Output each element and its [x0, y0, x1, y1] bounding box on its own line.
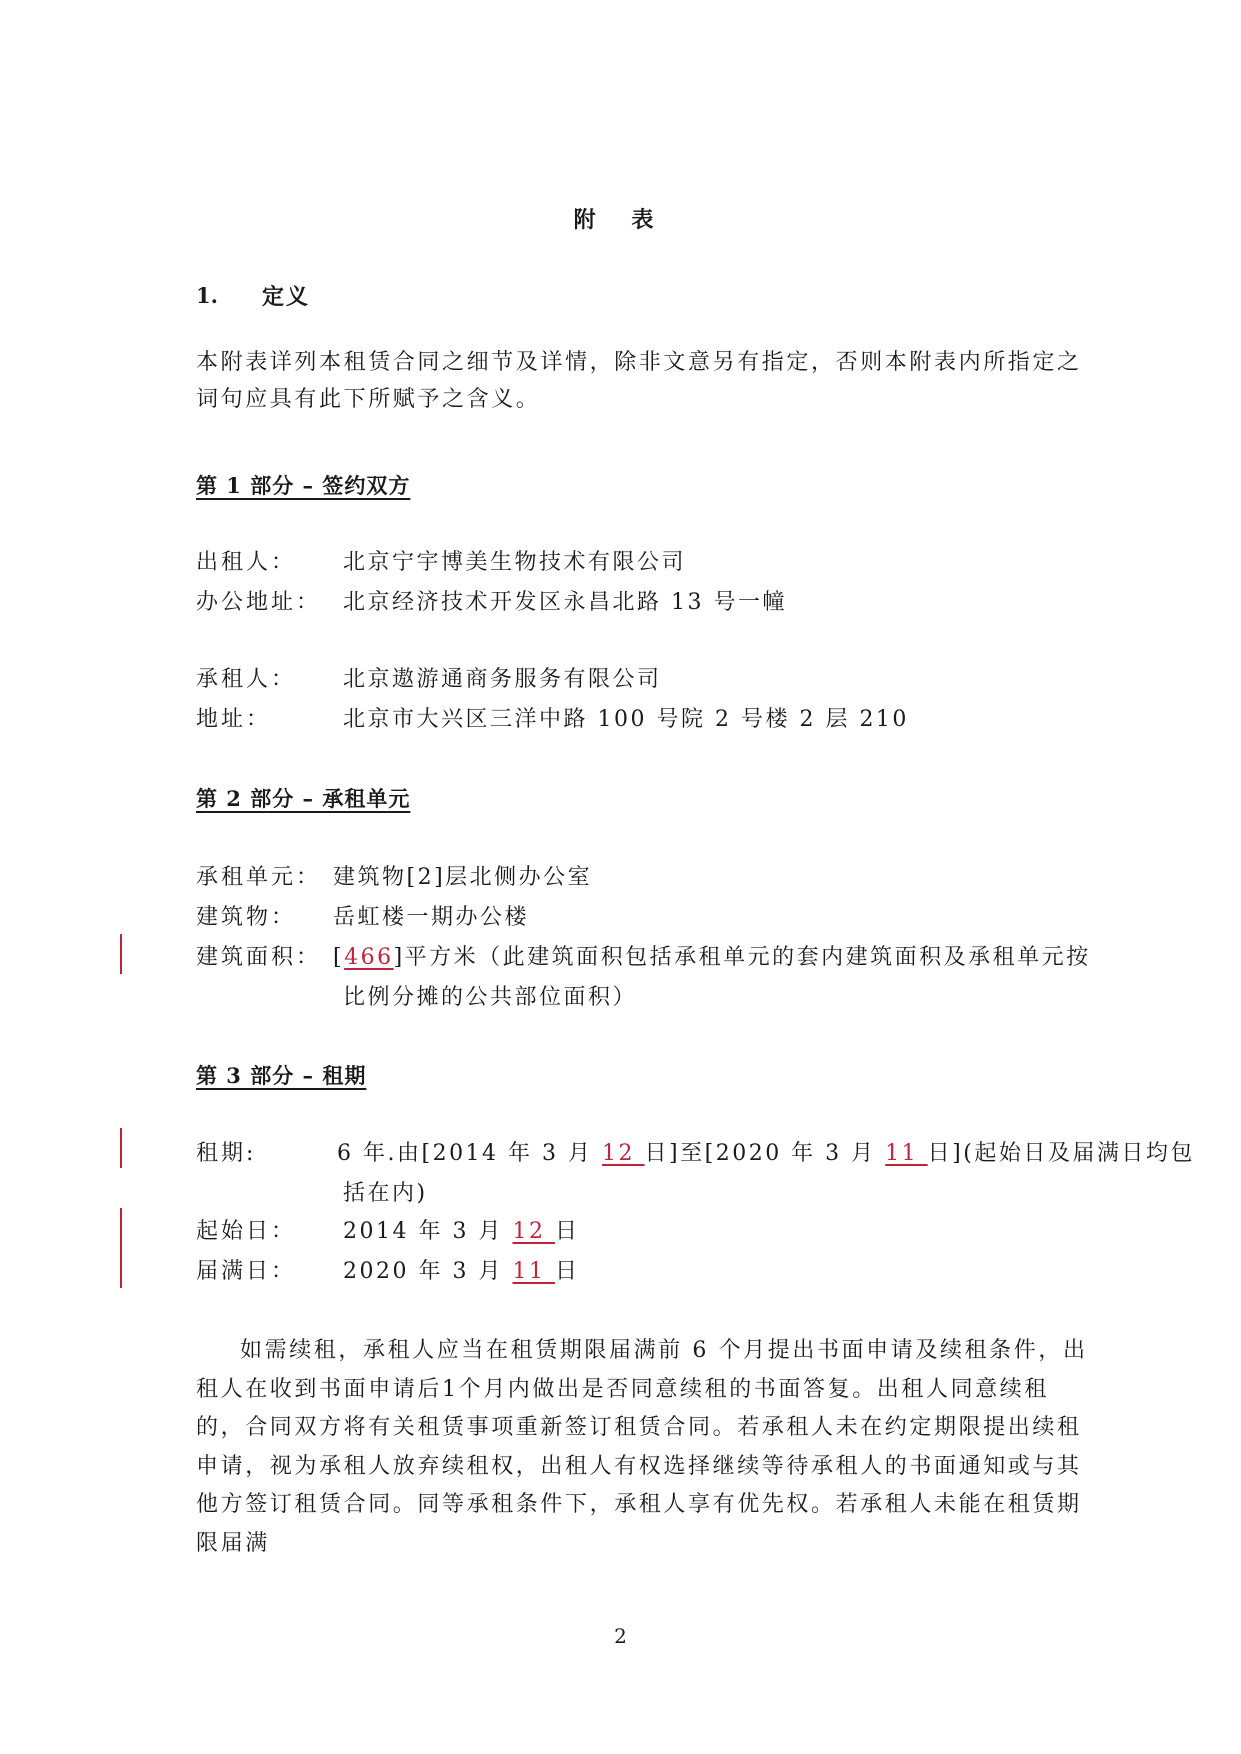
renewal-paragraph: 如需续租，承租人应当在租赁期限届满前 6 个月提出书面申请及续租条件，出租人在收到书面申请后1个月内做出是否同意续租的书面答复。出租人同意续租的，合同双方将有关租赁事项重新签订租赁合同。若承租人未在约定期限提出续租申请，视为承租人放弃续租权，出租人有权选择继续等待承租人的书面通知或与其他方签订租赁合同。同等承租条件下，承租人享有优先权。若承租人未能在租赁期限届满 — [196, 1338, 1088, 1556]
term-label: 租期: — [196, 1141, 257, 1166]
building-label: 建筑物： — [196, 905, 297, 930]
area-number: 466 — [344, 945, 394, 970]
landlord-label: 出租人： — [196, 550, 297, 575]
section-title: 定义 — [262, 284, 311, 310]
start-label: 起始日： — [196, 1219, 297, 1244]
end-text-a: 2020 年 3 月 — [343, 1259, 513, 1284]
end-day: 11 — [512, 1259, 555, 1284]
term-start-day: 12 — [602, 1141, 645, 1166]
end-text-b: 日 — [554, 1259, 580, 1284]
office-value: 北京经济技术开发区永昌北路 13 号一幢 — [343, 590, 787, 615]
tenant-label: 承租人： — [196, 667, 297, 692]
term-text-a: 6 年.由[2014 年 3 月 — [337, 1141, 603, 1166]
part1-title: 第 1 部分 – 签约双方 — [196, 473, 411, 498]
page-heading: 附 表 — [573, 207, 668, 233]
start-day: 12 — [512, 1219, 555, 1244]
end-value — [343, 1254, 579, 1285]
part2-title: 第 2 部分 – 承租单元 — [196, 786, 411, 811]
building-value: 岳虹楼一期办公楼 — [333, 905, 530, 930]
revision-bar — [120, 1128, 122, 1168]
term-value — [337, 1136, 1195, 1167]
term-text-b: 日]至[2020 年 3 月 — [644, 1141, 886, 1166]
term-value-line2: 括在内) — [343, 1181, 428, 1206]
tenant-value: 北京遨游通商务服务有限公司 — [343, 667, 662, 692]
start-text-b: 日 — [554, 1219, 580, 1244]
revision-bar — [120, 934, 122, 974]
area-bracket: [ — [333, 945, 345, 970]
page-number: 2 — [614, 1624, 627, 1648]
term-end-day: 11 — [885, 1141, 928, 1166]
end-label: 届满日： — [196, 1259, 297, 1284]
term-text-c: 日](起始日及届满日均包 — [927, 1141, 1195, 1166]
landlord-value: 北京宁宇博美生物技术有限公司 — [343, 550, 687, 575]
revision-bar — [120, 1208, 122, 1288]
start-value — [343, 1214, 579, 1245]
unit-label: 承租单元： — [196, 865, 322, 890]
area-value-line2: 比例分摊的公共部位面积） — [343, 985, 638, 1010]
address-value: 北京市大兴区三洋中路 100 号院 2 号楼 2 层 210 — [343, 707, 909, 732]
start-text-a: 2014 年 3 月 — [343, 1219, 513, 1244]
address-label: 地址： — [196, 707, 272, 732]
part3-title: 第 3 部分 – 租期 — [196, 1063, 367, 1088]
section-number: 1. — [196, 283, 218, 308]
office-label: 办公地址： — [196, 590, 322, 615]
area-text: ]平方米（此建筑面积包括承租单元的套内建筑面积及承租单元按 — [393, 945, 1091, 970]
area-label: 建筑面积： — [196, 945, 322, 970]
intro-paragraph: 本附表详列本租赁合同之细节及详情，除非文意另有指定，否则本附表内所指定之词句应具有此下所赋予之含义。 — [196, 350, 1082, 412]
unit-value: 建筑物[2]层北侧办公室 — [333, 865, 593, 890]
area-value — [333, 940, 1091, 971]
